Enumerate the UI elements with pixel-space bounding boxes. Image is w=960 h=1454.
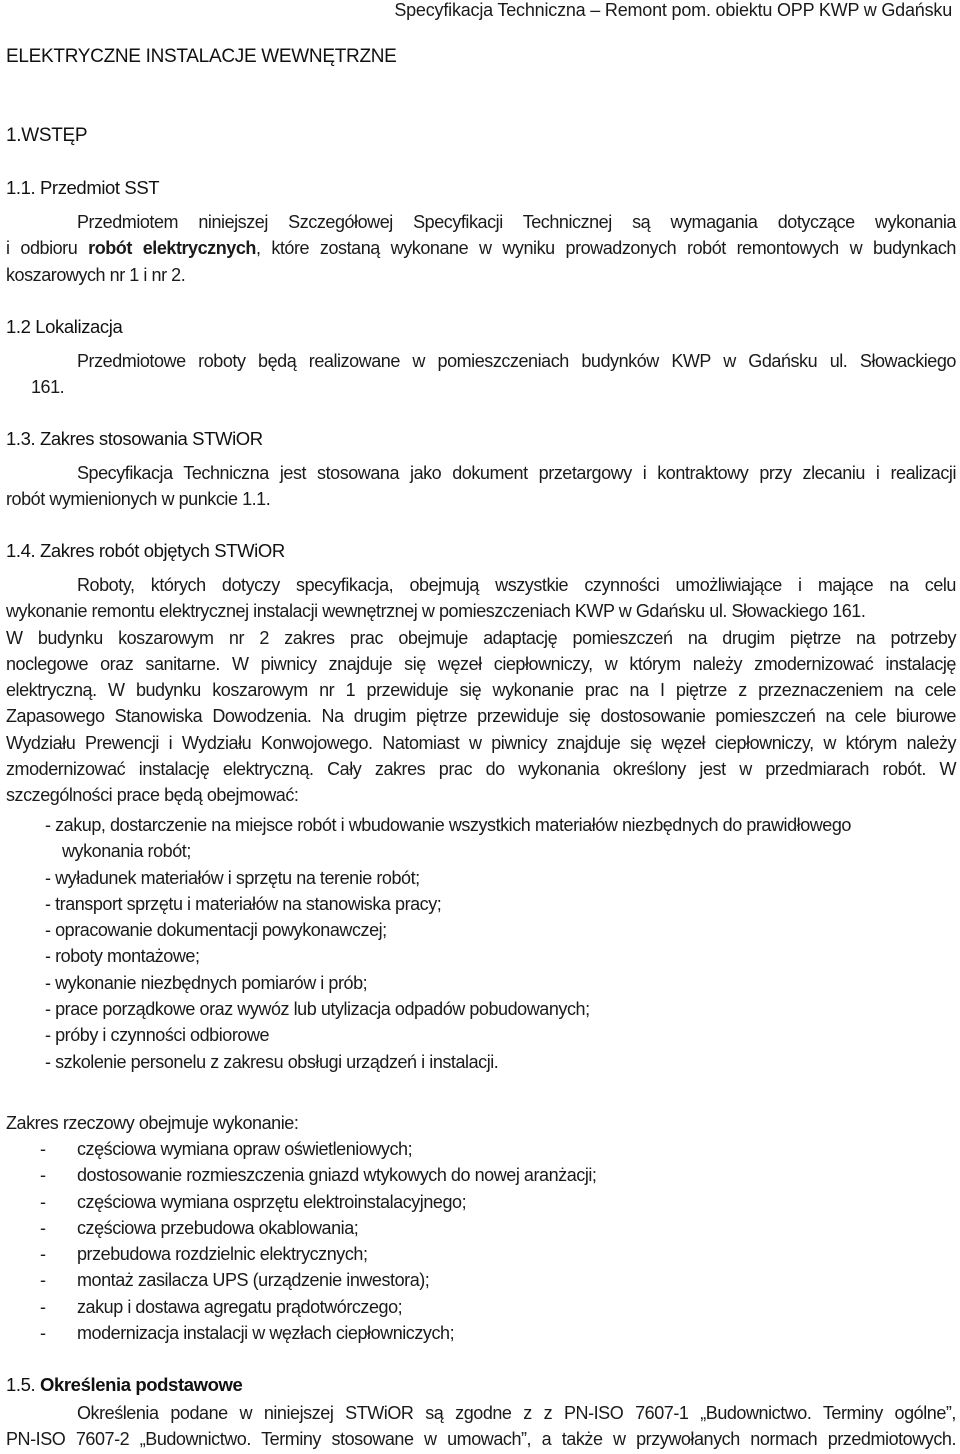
paragraph-line: robót wymienionych w punkcie 1.1.	[6, 489, 271, 510]
section-1-1-paragraph	[6, 209, 956, 288]
list-item-text: - wykonanie niezbędnych pomiarów i prób;	[45, 972, 368, 993]
paragraph-line: noclegowe oraz sanitarne. W piwnicy znajduje się węzeł ciepłowniczy, w którym należy zmodernizować instalację	[6, 653, 956, 674]
scope-intro	[6, 1110, 956, 1136]
list-item-text: - szkolenie personelu z zakresu obsługi urządzeń i instalacji.	[45, 1051, 499, 1072]
list-item	[45, 1022, 955, 1048]
list-dash: -	[40, 1165, 46, 1186]
document-title: ELEKTRYCZNE INSTALACJE WEWNĘTRZNE	[6, 46, 397, 67]
list-item-text: zakup i dostawa agregatu prądotwórczego;	[77, 1296, 403, 1317]
list-item-text: - roboty montażowe;	[45, 946, 200, 967]
list-item-text: - wyładunek materiałów i sprzętu na terenie robót;	[45, 867, 420, 888]
list-item-text: - próby i czynności odbiorowe	[45, 1025, 270, 1046]
list-item	[45, 1049, 955, 1075]
list-item	[40, 1241, 596, 1267]
list-dash: -	[40, 1139, 46, 1159]
list-item	[45, 891, 955, 917]
list-item	[45, 970, 955, 996]
list-item-text: dostosowanie rozmieszczenia gniazd wtykowych do nowej aranżacji;	[77, 1165, 597, 1186]
list-dash: -	[40, 1296, 46, 1317]
paragraph-line: szczególności prace będą obejmować:	[6, 785, 299, 806]
list-dash: -	[40, 1323, 46, 1344]
list-item	[45, 812, 955, 865]
list-item-text: częściowa wymiana osprzętu elektroinstalacyjnego;	[77, 1191, 467, 1212]
paragraph-line: Specyfikacja Techniczna jest stosowana jako dokument przetargowy i kontraktowy przy zlecaniu i realizacji	[77, 463, 956, 483]
paragraph-line: zmodernizować instalację elektryczną. Cały zakres prac do wykonania określony jest w przedmiarach robót. W	[6, 759, 956, 780]
list-item	[40, 1294, 596, 1320]
list-item-text: - transport sprzętu i materiałów na stanowiska pracy;	[45, 893, 442, 914]
paragraph-line: Określenia podane w niniejszej STWiOR są zgodne z z PN-ISO 7607-1 „Budownictwo. Terminy ogólne”,	[77, 1403, 956, 1423]
bold-term: robót elektrycznych	[88, 238, 256, 259]
list-item-text: częściowa przebudowa okablowania;	[77, 1217, 359, 1238]
section-1-heading: 1.WSTĘP	[6, 125, 88, 146]
paragraph-line: Zakres rzeczowy obejmuje wykonanie:	[6, 1113, 299, 1133]
paragraph-line	[6, 235, 956, 261]
paragraph-line: Roboty, których dotyczy specyfikacja, obejmują wszystkie czynności umożliwiające i mające na celu	[77, 575, 956, 595]
list-item	[40, 1215, 596, 1241]
list-item	[40, 1189, 596, 1215]
list-item-text: - opracowanie dokumentacji powykonawczej;	[45, 920, 387, 941]
section-1-5-paragraph	[6, 1400, 956, 1453]
list-dash: -	[40, 1217, 46, 1238]
list-item-text: przebudowa rozdzielnic elektrycznych;	[77, 1244, 368, 1265]
paragraph-line: Przedmiotem niniejszej Szczegółowej Specyfikacji Technicznej są wymagania dotyczące wykonania	[77, 212, 956, 232]
list-dash: -	[40, 1244, 46, 1265]
list-item-text: częściowa wymiana opraw oświetleniowych;	[77, 1139, 413, 1159]
paragraph-line: Wydziału Prewencji i Wydziału Konwojowego. Natomiast w piwnicy znajduje się węzeł ciepłowniczy, w którym należy	[6, 732, 956, 753]
section-1-2-heading: 1.2 Lokalizacja	[6, 316, 123, 337]
list-item	[45, 917, 955, 943]
list-item	[40, 1320, 596, 1346]
paragraph-line: koszarowych nr 1 i nr 2.	[6, 264, 186, 285]
list-item	[45, 996, 955, 1022]
paragraph-text: , które zostaną wykonane w wyniku prowadzonych robót remontowych w budynkach	[255, 238, 956, 259]
heading-text: Określenia podstawowe	[40, 1374, 243, 1395]
section-1-3-heading	[6, 428, 263, 450]
list-item-text: modernizacja instalacji w węzłach ciepłowniczych;	[77, 1323, 455, 1344]
paragraph-text: i odbioru	[6, 238, 89, 259]
list-item-text: montaż zasilacza UPS (urządzenie inwestora);	[77, 1270, 430, 1291]
list-item	[40, 1162, 596, 1188]
list-dash: -	[40, 1191, 46, 1212]
paragraph-line: 161.	[31, 377, 65, 398]
list-item-text: - zakup, dostarczenie na miejsce robót i wbudowanie wszystkich materiałów niezbędnych do prawidłowego	[45, 815, 851, 835]
paragraph-line: PN-ISO 7607-2 „Budownictwo. Terminy stosowane w umowach”, a także w przywołanych normach przedmiotowych.	[6, 1429, 956, 1450]
paragraph-line: wykonanie remontu elektrycznej instalacji wewnętrznej w pomieszczeniach KWP w Gdańsku ul. Słowackiego 161.	[6, 601, 866, 622]
section-1-5-heading	[6, 1374, 242, 1396]
paragraph-line: elektryczną. W budynku koszarowym nr 1 przewiduje się wykonanie prac na I piętrze z przeznaczeniem na cele	[6, 680, 956, 701]
section-1-3-paragraph	[6, 460, 956, 513]
list-item-text: wykonania robót;	[62, 841, 191, 862]
list-item	[40, 1267, 596, 1293]
heading-text: 1.3. Zakres stosowania STWiOR	[6, 428, 263, 449]
paragraph-line: W budynku koszarowym nr 2 zakres prac obejmuje adaptację pomieszczeń na drugim piętrze na potrzeby	[6, 627, 956, 648]
list-item	[45, 865, 955, 891]
heading-number: 1.5.	[6, 1374, 40, 1395]
works-list	[45, 812, 955, 1075]
paragraph-line: Zapasowego Stanowiska Dowodzenia. Na drugim piętrze przewiduje się dostosowanie pomieszczeń na cele biurowe	[6, 706, 956, 727]
list-item-text: - prace porządkowe oraz wywóz lub utylizacja odpadów pobudowanych;	[45, 999, 590, 1020]
section-1-2-paragraph	[6, 348, 956, 401]
running-header: Specyfikacja Techniczna – Remont pom. obiektu OPP KWP w Gdańsku	[394, 0, 952, 20]
list-dash: -	[40, 1270, 46, 1291]
section-1-4-heading: 1.4. Zakres robót objętych STWiOR	[6, 540, 285, 561]
section-1-1-heading: 1.1. Przedmiot SST	[6, 177, 160, 198]
section-1-4-paragraph	[6, 572, 956, 809]
list-item	[40, 1136, 596, 1162]
paragraph-line: Przedmiotowe roboty będą realizowane w pomieszczeniach budynków KWP w Gdańsku ul. Słowackiego	[77, 351, 956, 371]
scope-list	[40, 1136, 596, 1346]
list-item	[45, 943, 955, 969]
